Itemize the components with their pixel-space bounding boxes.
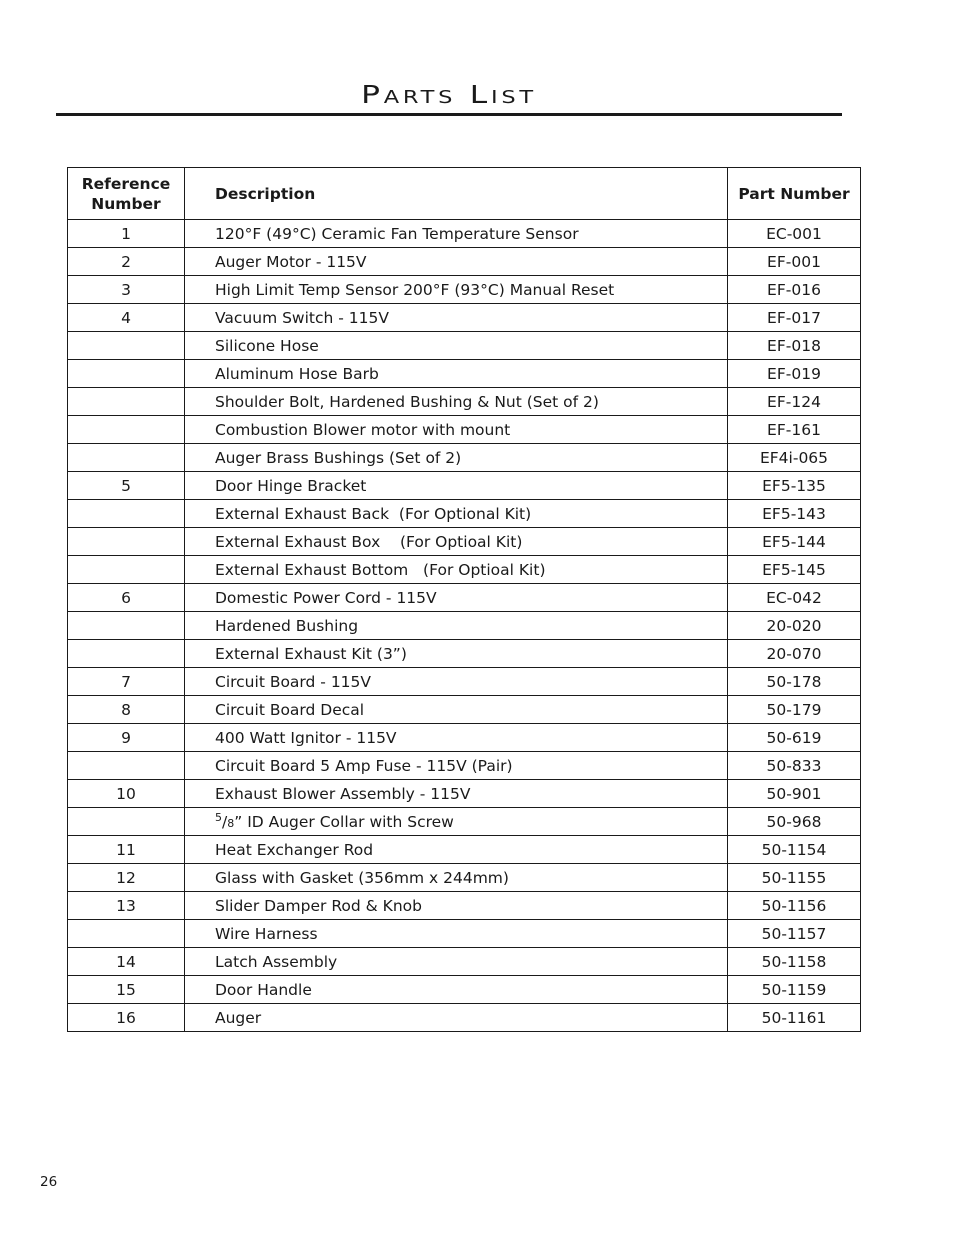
cell-reference: 10 xyxy=(68,780,185,808)
cell-part-number: 50-1154 xyxy=(728,836,861,864)
table-row xyxy=(68,920,861,948)
table-row xyxy=(68,612,861,640)
table-row xyxy=(68,444,861,472)
table-row xyxy=(68,304,861,332)
table-row xyxy=(68,864,861,892)
table-row xyxy=(68,360,861,388)
cell-reference xyxy=(68,640,185,668)
cell-reference: 6 xyxy=(68,584,185,612)
cell-part-number: 50-619 xyxy=(728,724,861,752)
cell-part-number: 50-1158 xyxy=(728,948,861,976)
cell-reference: 2 xyxy=(68,248,185,276)
cell-part-number: 50-179 xyxy=(728,696,861,724)
cell-reference: 5 xyxy=(68,472,185,500)
cell-part-number: 50-1161 xyxy=(728,1004,861,1032)
page-number: 26 xyxy=(40,1174,58,1190)
cell-reference xyxy=(68,556,185,584)
parts-table xyxy=(67,167,861,1032)
cell-description: Shoulder Bolt, Hardened Bushing & Nut (Set of 2) xyxy=(185,388,728,416)
cell-part-number: EF5-145 xyxy=(728,556,861,584)
cell-part-number: 50-1157 xyxy=(728,920,861,948)
cell-reference: 4 xyxy=(68,304,185,332)
cell-description: Aluminum Hose Barb xyxy=(185,360,728,388)
cell-reference xyxy=(68,808,185,836)
cell-description: Latch Assembly xyxy=(185,948,728,976)
header-reference-number: Reference Number xyxy=(68,168,185,220)
cell-description: Vacuum Switch - 115V xyxy=(185,304,728,332)
cell-reference xyxy=(68,360,185,388)
cell-description: Domestic Power Cord - 115V xyxy=(185,584,728,612)
table-row xyxy=(68,388,861,416)
cell-description: Circuit Board Decal xyxy=(185,696,728,724)
cell-description: Heat Exchanger Rod xyxy=(185,836,728,864)
table-row xyxy=(68,976,861,1004)
table-row xyxy=(68,556,861,584)
cell-part-number: EF-017 xyxy=(728,304,861,332)
cell-reference: 11 xyxy=(68,836,185,864)
cell-reference: 3 xyxy=(68,276,185,304)
cell-description: Slider Damper Rod & Knob xyxy=(185,892,728,920)
table-row xyxy=(68,808,861,836)
cell-reference xyxy=(68,416,185,444)
cell-description: Silicone Hose xyxy=(185,332,728,360)
table-header-row xyxy=(68,168,861,220)
cell-description: Door Hinge Bracket xyxy=(185,472,728,500)
cell-description: External Exhaust Bottom (For Optioal Kit) xyxy=(185,556,728,584)
fraction-denominator: 8 xyxy=(227,816,235,830)
cell-description: Hardened Bushing xyxy=(185,612,728,640)
cell-part-number: EF4i-065 xyxy=(728,444,861,472)
cell-part-number: EF-016 xyxy=(728,276,861,304)
cell-part-number: EF-161 xyxy=(728,416,861,444)
cell-description: Combustion Blower motor with mount xyxy=(185,416,728,444)
cell-reference: 8 xyxy=(68,696,185,724)
cell-description: External Exhaust Kit (3”) xyxy=(185,640,728,668)
table-row xyxy=(68,1004,861,1032)
table-row xyxy=(68,500,861,528)
table-row xyxy=(68,948,861,976)
table-row xyxy=(68,724,861,752)
cell-description: External Exhaust Back (For Optional Kit) xyxy=(185,500,728,528)
table-row xyxy=(68,836,861,864)
cell-reference xyxy=(68,528,185,556)
title-divider xyxy=(56,113,842,116)
cell-part-number: 50-1155 xyxy=(728,864,861,892)
header-part-number: Part Number xyxy=(728,168,861,220)
cell-reference: 1 xyxy=(68,220,185,248)
table-row xyxy=(68,780,861,808)
cell-reference: 12 xyxy=(68,864,185,892)
table-row xyxy=(68,276,861,304)
table-row xyxy=(68,668,861,696)
cell-description: Wire Harness xyxy=(185,920,728,948)
cell-description: Auger Motor - 115V xyxy=(185,248,728,276)
header-description: Description xyxy=(185,168,728,220)
cell-part-number: EF-019 xyxy=(728,360,861,388)
table-row xyxy=(68,640,861,668)
cell-reference: 14 xyxy=(68,948,185,976)
cell-part-number: EF5-144 xyxy=(728,528,861,556)
cell-description: Circuit Board 5 Amp Fuse - 115V (Pair) xyxy=(185,752,728,780)
cell-part-number: EC-042 xyxy=(728,584,861,612)
cell-reference xyxy=(68,752,185,780)
cell-part-number: 50-178 xyxy=(728,668,861,696)
cell-part-number: EF-001 xyxy=(728,248,861,276)
cell-description: $^5$/8” ID Auger Collar with Screw xyxy=(185,808,728,836)
cell-description: Circuit Board - 115V xyxy=(185,668,728,696)
cell-description: Auger xyxy=(185,1004,728,1032)
cell-reference: 13 xyxy=(68,892,185,920)
cell-part-number: EF5-135 xyxy=(728,472,861,500)
cell-part-number: EF-018 xyxy=(728,332,861,360)
cell-reference xyxy=(68,332,185,360)
table-row xyxy=(68,584,861,612)
cell-reference: 15 xyxy=(68,976,185,1004)
cell-description: Auger Brass Bushings (Set of 2) xyxy=(185,444,728,472)
cell-reference: 9 xyxy=(68,724,185,752)
cell-part-number: 20-020 xyxy=(728,612,861,640)
table-row xyxy=(68,472,861,500)
cell-part-number: 50-968 xyxy=(728,808,861,836)
table-row xyxy=(68,696,861,724)
cell-reference xyxy=(68,500,185,528)
cell-part-number: EC-001 xyxy=(728,220,861,248)
cell-reference xyxy=(68,612,185,640)
page-title: Parts List xyxy=(361,80,537,109)
cell-part-number: EF-124 xyxy=(728,388,861,416)
cell-description: External Exhaust Box (For Optioal Kit) xyxy=(185,528,728,556)
cell-description: High Limit Temp Sensor 200°F (93°C) Manual Reset xyxy=(185,276,728,304)
table-row xyxy=(68,892,861,920)
table-row xyxy=(68,248,861,276)
cell-reference xyxy=(68,920,185,948)
cell-part-number: 50-833 xyxy=(728,752,861,780)
cell-part-number: 50-1156 xyxy=(728,892,861,920)
cell-part-number: 50-1159 xyxy=(728,976,861,1004)
cell-reference xyxy=(68,444,185,472)
cell-description: Door Handle xyxy=(185,976,728,1004)
table-row xyxy=(68,416,861,444)
cell-description: Glass with Gasket (356mm x 244mm) xyxy=(185,864,728,892)
cell-description-text: ” ID Auger Collar with Screw xyxy=(234,812,454,831)
table-row xyxy=(68,220,861,248)
cell-part-number: 20-070 xyxy=(728,640,861,668)
cell-description: 120°F (49°C) Ceramic Fan Temperature Sensor xyxy=(185,220,728,248)
cell-reference: 16 xyxy=(68,1004,185,1032)
cell-part-number: EF5-143 xyxy=(728,500,861,528)
fraction-numerator: 5 xyxy=(215,810,222,824)
table-row xyxy=(68,528,861,556)
cell-reference: 7 xyxy=(68,668,185,696)
cell-description: 400 Watt Ignitor - 115V xyxy=(185,724,728,752)
table-row xyxy=(68,752,861,780)
cell-part-number: 50-901 xyxy=(728,780,861,808)
table-row xyxy=(68,332,861,360)
cell-description: Exhaust Blower Assembly - 115V xyxy=(185,780,728,808)
cell-reference xyxy=(68,388,185,416)
